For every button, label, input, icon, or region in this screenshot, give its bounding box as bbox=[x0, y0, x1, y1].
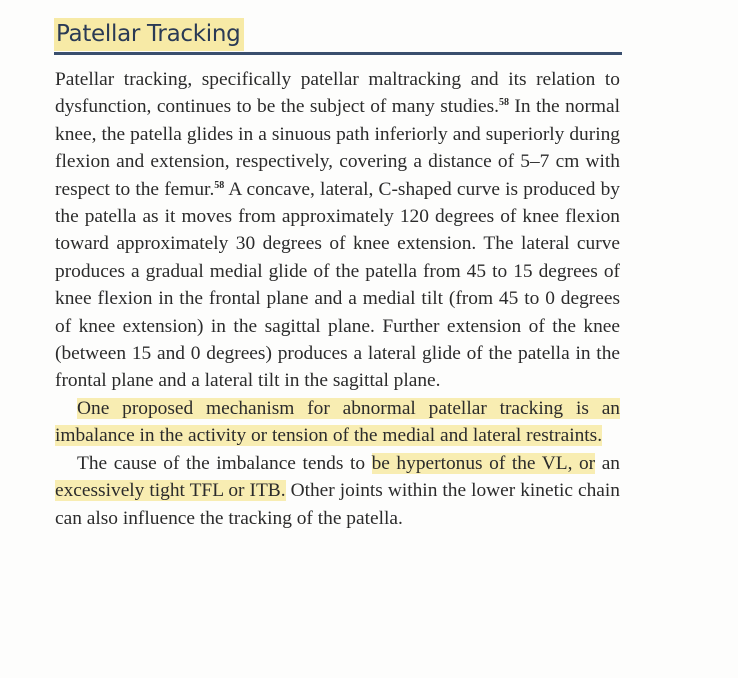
highlighted-text: excessively tight TFL or ITB. bbox=[55, 480, 286, 502]
paragraph-1 bbox=[55, 66, 620, 395]
section-title: Patellar Tracking bbox=[54, 18, 244, 51]
paragraph-3-text-a: The cause of the imbalance tends to bbox=[77, 452, 372, 474]
paragraph-2 bbox=[55, 395, 620, 450]
section-heading-rule bbox=[54, 18, 622, 55]
paragraph-3-text-b: an bbox=[595, 452, 620, 474]
citation-ref: 58 bbox=[498, 97, 509, 109]
highlighted-text: One proposed mechanism for abnormal patellar tracking is an imbalance in the activity or tension of the medial and lateral restraints. bbox=[55, 397, 620, 447]
paragraph-1-text-b: In the normal knee, the patella glides in a sinuous path inferiorly and superiorly during flexion and extension, respectively, covering a distance of 5–7 cm with respect to the femur. bbox=[55, 96, 620, 200]
paragraph-3 bbox=[55, 450, 620, 532]
paragraph-1-text-c: A concave, lateral, C-shaped curve is produced by the patella as it moves from approximately 120 degrees of knee flexion toward approximately 30 degrees of knee extension. The lateral curve produces a gradual medial glide of the patella from 45 to 15 degrees of knee flexion in the frontal plane and a medial tilt (from 45 to 0 degrees of knee extension) in the sagittal plane. Further extension of the knee (between 15 and 0 degrees) produces a lateral glide of the patella in the frontal plane and a lateral tilt in the sagittal plane. bbox=[55, 178, 621, 392]
paragraph-1-text-a: Patellar tracking, specifically patellar maltracking and its relation to dysfunction, continues to be the subject of many studies. bbox=[55, 69, 620, 118]
highlighted-text: be hypertonus of the VL, or bbox=[371, 452, 596, 474]
paragraph-3-text-c: Other joints within the lower kinetic chain can also influence the tracking of the patella. bbox=[55, 480, 620, 529]
article-body bbox=[55, 66, 620, 532]
citation-ref: 58 bbox=[214, 179, 225, 191]
